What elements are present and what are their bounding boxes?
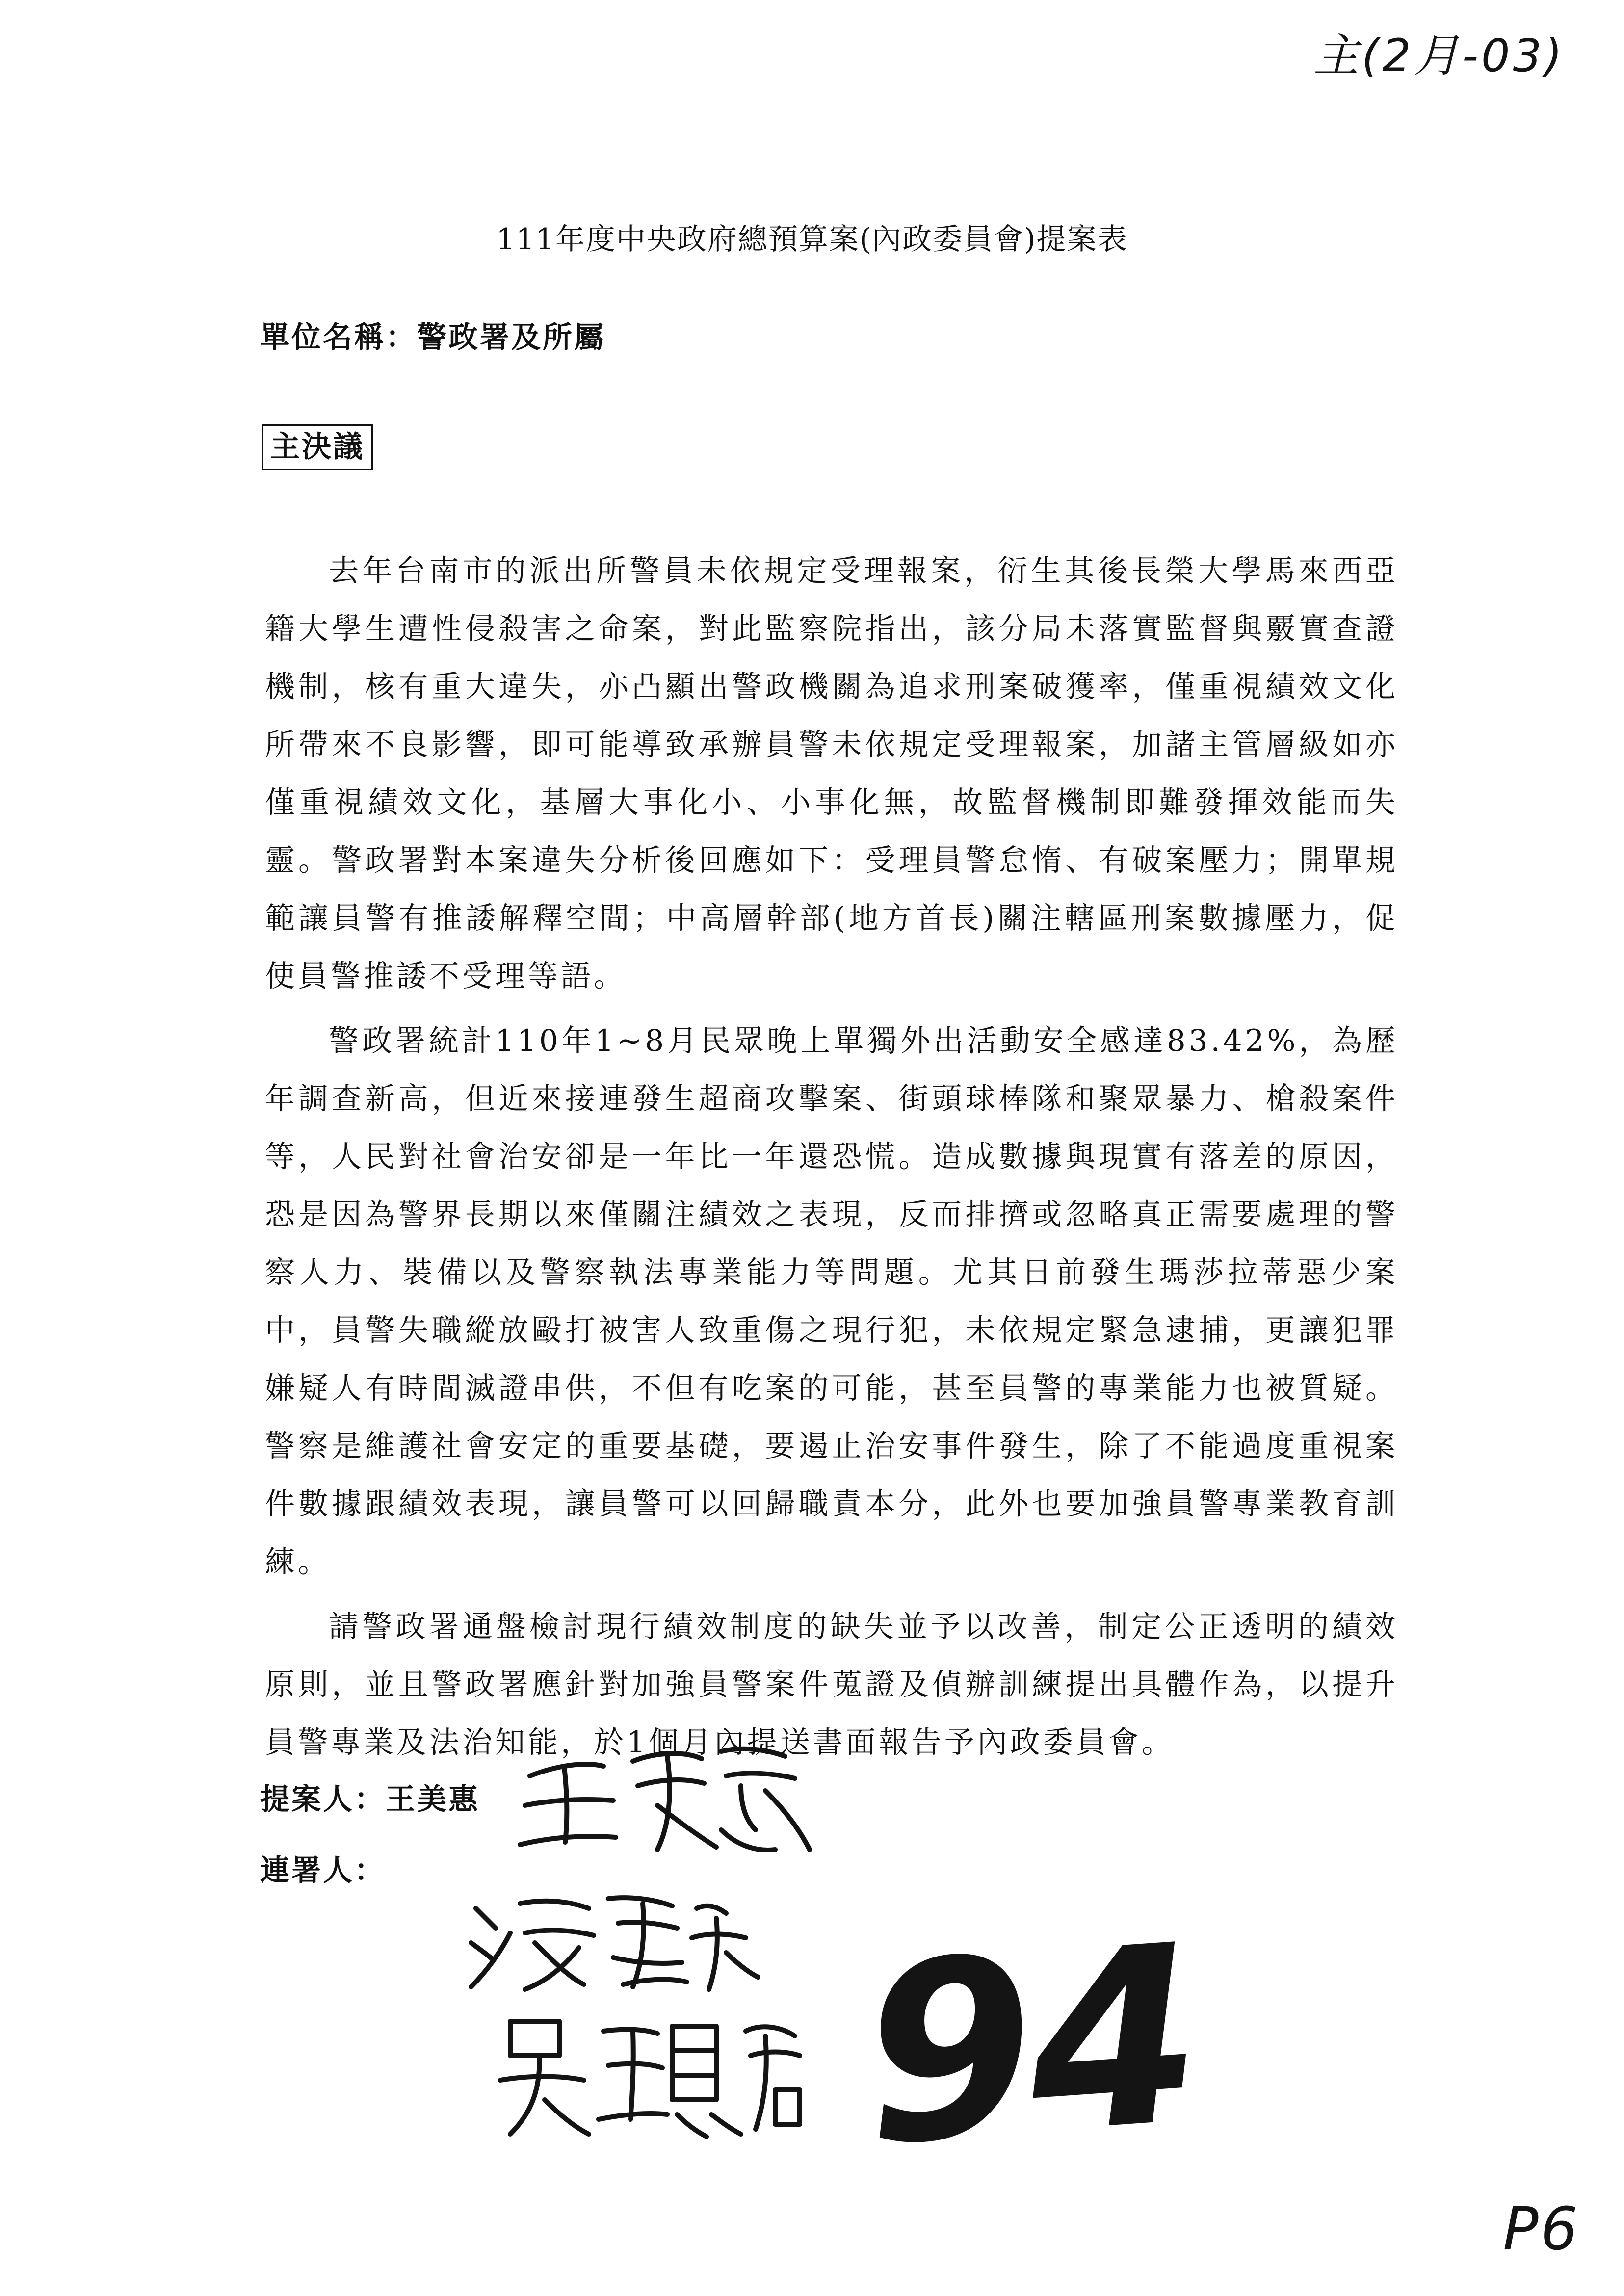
corner-note: 主(2月-03) [1313, 29, 1565, 82]
signature-1 [510, 1732, 814, 1859]
signature-3 [491, 2002, 805, 2149]
page-mark: P6 [1503, 2195, 1580, 2264]
unit-line [260, 314, 605, 356]
proposer-line [260, 1776, 480, 1818]
unit-value: 警政署及所屬 [417, 320, 605, 355]
paragraph: 警政署統計110年1~8月民眾晚上單獨外出活動安全感達83.42%，為歷年調查新高，但近來接連發生超商攻擊案、街頭球棒隊和聚眾暴力、槍殺案件等，人民對社會治安卻是一年比一年還恐慌。造成數據與現實有落差的原因，恐是因為警界長期以來僅關注績效之表現，反而排擠或忽略真正需要處理的警察人力、裝備以及警察執法專業能力等問題。尤其日前發生瑪莎拉蒂惡少案中，員警失職縱放毆打被害人致重傷之現行犯，未依規定緊急逮捕，更讓犯罪嫌疑人有時間滅證串供，不但有吃案的可能，甚至員警的專業能力也被質疑。警察是維護社會安定的重要基礎，要遏止治安事件發生，除了不能過度重視案件數據跟績效表現，讓員警可以回歸職責本分，此外也要加強員警專業教育訓練。 [265, 1023, 1398, 1579]
paragraph: 請警政署通盤檢討現行績效制度的缺失並予以改善，制定公正透明的績效原則，並且警政署應針對加強員警案件蒐證及偵辦訓練提出具體作為，以提升員警專業及法治知能，於1個月內提送書面報告予內政委員會。 [265, 1609, 1398, 1760]
proposer-label: 提案人： [260, 1782, 386, 1817]
handwritten-number: 94 [854, 1892, 1205, 2200]
body-text [265, 542, 1398, 1772]
section-label: 主決議 [262, 424, 373, 470]
paragraph: 去年台南市的派出所警員未依規定受理報案，衍生其後長榮大學馬來西亞籍大學生遭性侵殺害之命案，對此監察院指出，該分局未落實監督與覈實查證機制，核有重大違失，亦凸顯出警政機關為追求刑案破獲率，僅重視績效文化所帶來不良影響，即可能導致承辦員警未依規定受理報案，加諸主管層級如亦僅重視績效文化，基層大事化小、小事化無，故監督機制即難發揮效能而失靈。警政署對本案違失分析後回應如下：受理員警怠惰、有破案壓力；開單規範讓員警有推諉解釋空間；中高層幹部(地方首長)關注轄區刑案數據壓力，促使員警推諉不受理等語。 [265, 553, 1398, 993]
page-title: 111年度中央政府總預算案(內政委員會)提案表 [496, 222, 1128, 257]
signature-2 [461, 1879, 765, 1997]
proposer-name: 王美惠 [386, 1782, 480, 1817]
cosigner-label: 連署人： [260, 1853, 386, 1888]
unit-label: 單位名稱： [260, 320, 417, 355]
